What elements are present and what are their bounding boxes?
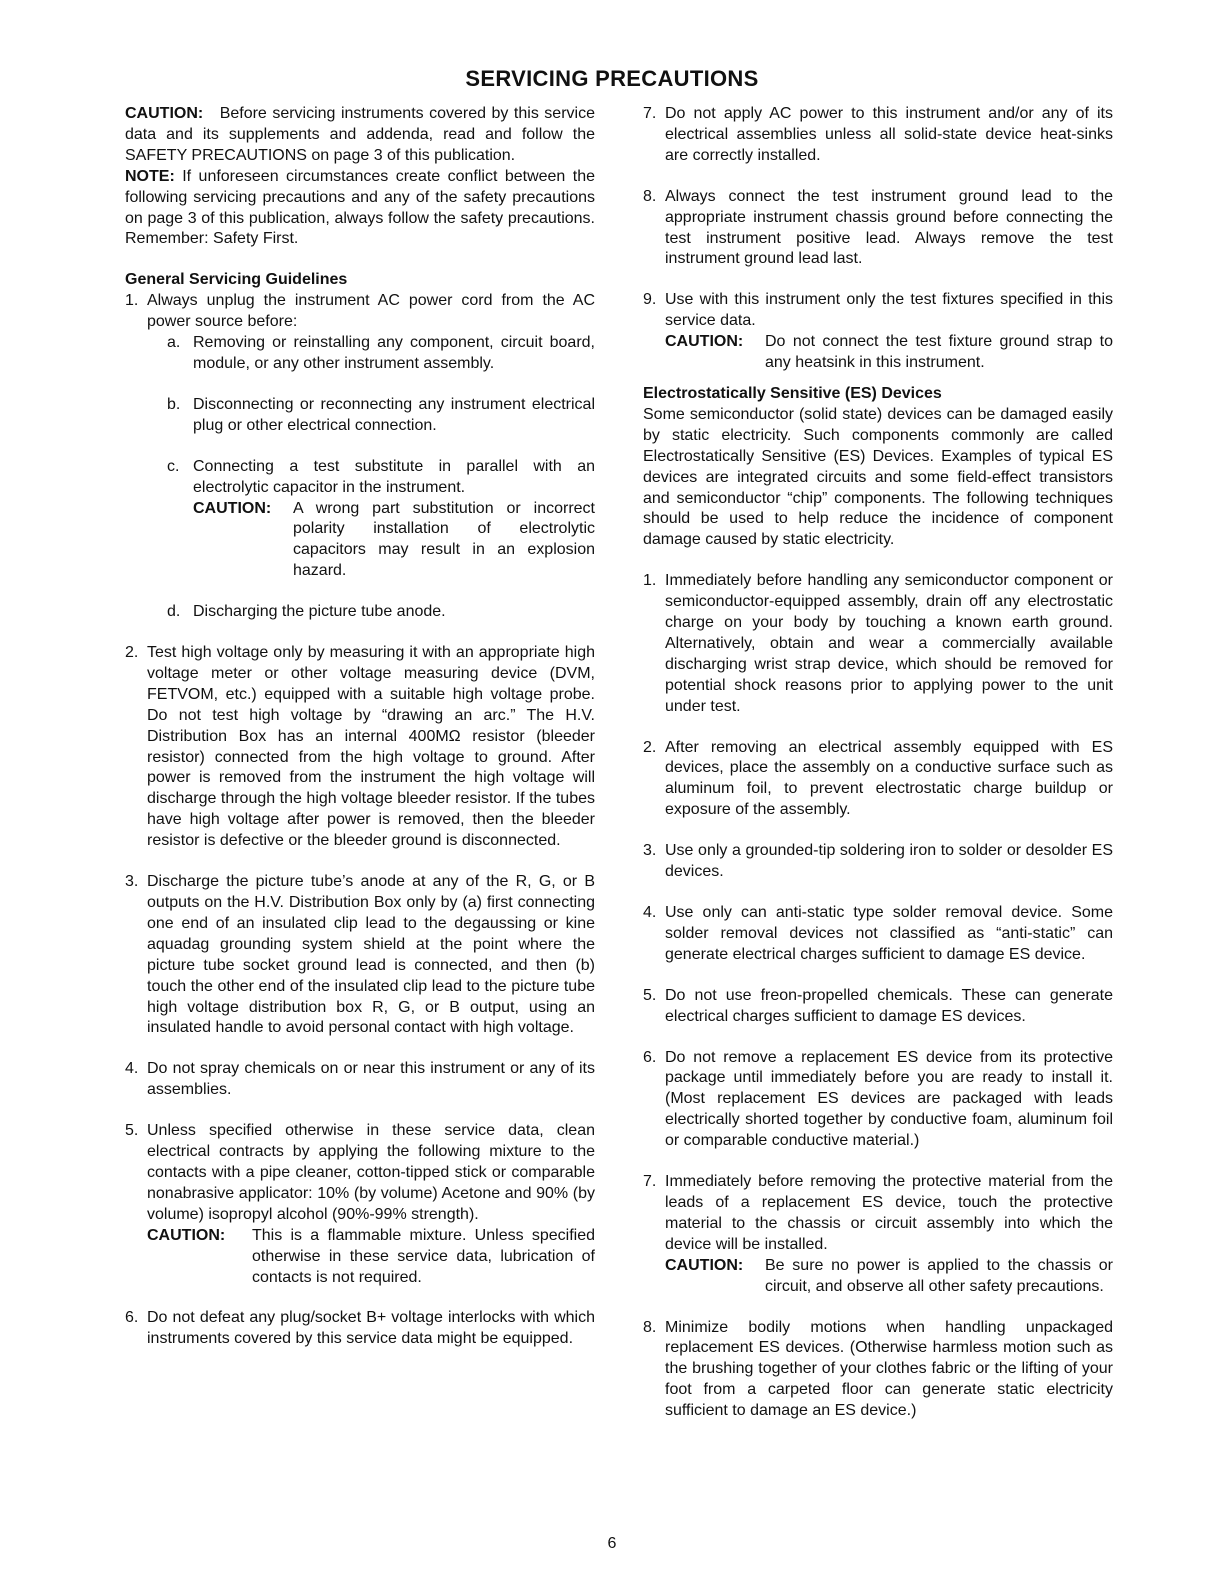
list-item: 2. Test high voltage only by measuring it with an appropriate high voltage meter or other voltage measuring device (DVM, FETVOM, etc.) equipped with a suitable high voltage probe. Do not test high voltage by “drawing an arc.” The H.V. Distribution Box has an internal 400MΩ resistor (bleeder resistor) connected from the high voltage to ground. After power is removed from the instrument the high voltage will discharge through the high voltage bleeder resistor. If the tubes have high voltage after power is removed, then the bleeder resistor is defective or the bleeder ground is disconnected.: [125, 644, 595, 850]
list-item: 9. Use with this instrument only the test fixtures specified in this service data. CAUTION: Do not connect the test fixture ground strap to any heatsink in this instrument.: [643, 290, 1113, 374]
page-number: 6: [607, 1535, 617, 1552]
caution-block: CAUTION: Be sure no power is applied to the chassis or circuit, and observe all other safety precautions.: [665, 1256, 1113, 1295]
list-item: 3. Discharge the picture tube’s anode at any of the R, G, or B outputs on the H.V. Distribution Box only by (a) first connecting one end of an insulated clip lead to the degaussing or kine aquadag grounding system shield at the point where the picture tube socket ground lead is connected, and then (b) touch the other end of the insulated clip lead to the picture tube high voltage distribution box R, G, or B output, using an insulated handle to avoid personal contact with high voltage.: [125, 873, 595, 1037]
sub-item: a. Removing or reinstalling any component, circuit board, module, or any other instrument assembly.: [167, 334, 595, 372]
list-item: 5. Do not use freon-propelled chemicals. These can generate electrical charges sufficient to damage ES devices.: [643, 986, 1113, 1025]
sub-item: b. Disconnecting or reconnecting any instrument electrical plug or other electrical connection.: [167, 395, 595, 434]
list-item: 8. Minimize bodily motions when handling unpackaged replacement ES devices. (Otherwise harmless motion such as the brushing together of your clothes fabric or the lifting of your foot from a carpeted floor can generate static electricity sufficient to damage an ES device.): [643, 1318, 1113, 1420]
note-text: If unforeseen circumstances create conflict between the following servicing precautions and any of the safety precautions on page 3 of this publication, always follow the safety precautions. Remember: Safety First.: [125, 167, 595, 248]
list-item: 7. Immediately before removing the protective material from the leads of a replacement ES device, touch the protective material to the chassis or circuit assembly into which the device will be installed. CAUTION: Be sure no power is applied to the chassis or circuit, and observe all other safety precautions.: [643, 1172, 1113, 1297]
caution-block: CAUTION: A wrong part substitution or incorrect polarity installation of electrolytic capacitors may result in an explosion hazard.: [193, 499, 595, 580]
list-item: 6. Do not defeat any plug/socket B+ voltage interlocks with which instruments covered by this service data might be equipped.: [125, 1309, 595, 1348]
list-item: 8. Always connect the test instrument ground lead to the appropriate instrument chassis ground before connecting the test instrument positive lead. Always remove the test instrument ground lead last.: [643, 187, 1113, 268]
list-item: 6. Do not remove a replacement ES device from its protective package until immediately before you are ready to install it. (Most replacement ES devices are packaged with leads electrically shorted together by conductive foam, aluminum foil or comparable conductive material.): [643, 1048, 1113, 1150]
caution-text: Before servicing instruments covered by this service data and its supplements and addenda, read and follow the SAFETY PRECAUTIONS on page 3 of this publication.: [125, 105, 595, 164]
page-title: SERVICING PRECAUTIONS: [465, 66, 759, 91]
caution-block: CAUTION: Do not connect the test fixture ground strap to any heatsink in this instrument.: [665, 333, 1113, 372]
list-item: 4. Use only can anti-static type solder removal device. Some solder removal devices not classified as “anti-static” can generate electrical charges sufficient to damage ES device.: [643, 904, 1113, 963]
note-label: NOTE:: [125, 167, 175, 185]
list-item: 3. Use only a grounded-tip soldering iron to solder or desolder ES devices.: [643, 842, 1113, 881]
es-intro-paragraph: Some semiconductor (solid state) devices can be damaged easily by static electricity. Such components commonly are called Electrostatically Sensitive (ES) Devices. Examples of typical ES devices are integrated circuits and some field-effect transistors and semiconductor “chip” components. The following techniques should be used to help reduce the incidence of component damage caused by static electricity.: [643, 405, 1113, 549]
sub-item: c. Connecting a test substitute in parallel with an electrolytic capacitor in the instrument. CAUTION: A wrong part substitution or incorrect polarity installation of electrolytic capacitors may result in an explosion hazard.: [167, 457, 595, 582]
caution-block: CAUTION: This is a flammable mixture. Unless specified otherwise in these service data, lubrication of contacts is not required.: [147, 1226, 595, 1286]
list-item: 1. Always unplug the instrument AC power cord from the AC power source before: a. Removing or reinstalling any component, circuit board, module, or any other instrument assembly. b. Disconnecting or reconnecting any instrument electrical plug or other electrical connection. c. Connecting a test substitute in parallel with an electrolytic capacitor in the instrument. CAUTION: A wrong part substitution or incorrect polarity installation of electrolytic capacitors may result in an explosion hazard. d. Discharging the picture tube anode.: [125, 291, 595, 623]
list-item: 1. Immediately before handling any semiconductor component or semiconductor-equipped assembly, drain off any electrostatic charge on your body by touching a known earth ground. Alternatively, obtain and wear a commercially available discharging wrist strap device, which should be removed for potential shock reasons prior to applying power to the unit under test.: [643, 572, 1113, 715]
list-item: 5. Unless specified otherwise in these service data, clean electrical contracts by applying the following mixture to the contacts with a pipe cleaner, cotton-tipped stick or comparable nonabrasive applicator: 10% (by volume) Acetone and 90% (by volume) isopropyl alcohol (90%-99% strength). CAUTION: This is a flammable mixture. Unless specified otherwise in these service data, lubrication of contacts is not required.: [125, 1121, 595, 1288]
note-paragraph: [125, 167, 595, 251]
caution-label: CAUTION:: [125, 105, 204, 122]
list-item: 2. After removing an electrical assembly equipped with ES devices, place the assembly on a conductive surface such as aluminum foil, to prevent electrostatic charge buildup or exposure of the assembly.: [643, 738, 1113, 819]
caution-paragraph: [125, 104, 595, 167]
right-column: [643, 104, 1113, 1422]
sub-item: d. Discharging the picture tube anode.: [167, 603, 446, 621]
es-devices-heading: Electrostatically Sensitive (ES) Devices: [643, 384, 942, 402]
list-item: 4. Do not spray chemicals on or near this instrument or any of its assemblies.: [125, 1060, 595, 1099]
left-column: [125, 104, 595, 1350]
general-guidelines-heading: General Servicing Guidelines: [125, 271, 348, 289]
list-item: 7. Do not apply AC power to this instrument and/or any of its electrical assemblies unless all solid-state device heat-sinks are correctly installed.: [643, 105, 1113, 164]
